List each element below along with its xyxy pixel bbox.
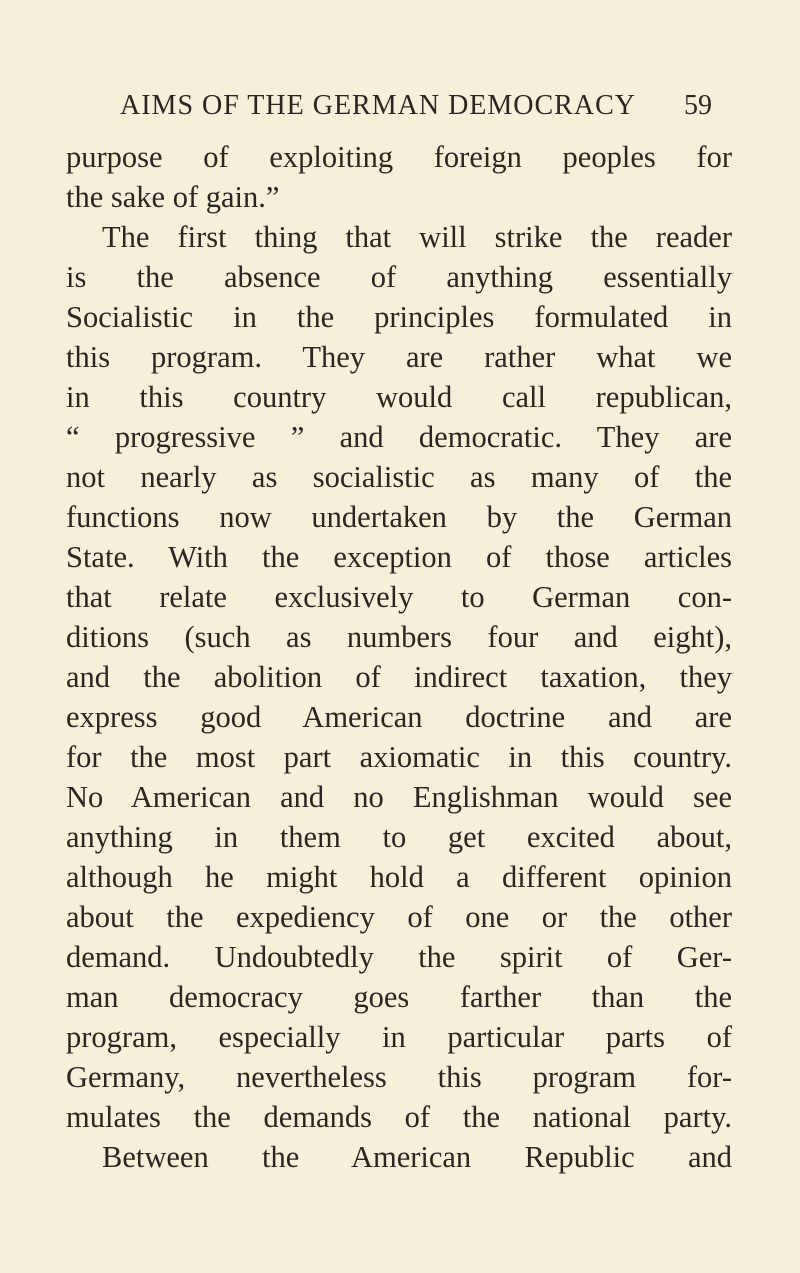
text-line: ditions (such as numbers four and eight),	[66, 620, 732, 654]
text-line: functions now undertaken by the German	[66, 500, 732, 534]
page-number: 59	[684, 90, 712, 121]
text-line: for the most part axiomatic in this country.	[66, 740, 732, 774]
text-line: about the expediency of one or the other	[66, 900, 732, 934]
text-line: and the abolition of indirect taxation, they	[66, 660, 732, 694]
text-line: that relate exclusively to German con-	[66, 580, 732, 614]
text-line: “ progressive ” and democratic. They are	[66, 420, 732, 454]
running-head	[0, 88, 800, 128]
text-line: The first thing that will strike the reader	[102, 220, 732, 254]
text-line: demand. Undoubtedly the spirit of Ger-	[66, 940, 732, 974]
running-title: AIMS OF THE GERMAN DEMOCRACY	[120, 90, 636, 121]
text-line: anything in them to get excited about,	[66, 820, 732, 854]
text-line: the sake of gain.”	[66, 180, 280, 214]
text-line: not nearly as socialistic as many of the	[66, 460, 732, 494]
text-line: Germany, nevertheless this program for-	[66, 1060, 732, 1094]
text-line: this program. They are rather what we	[66, 340, 732, 374]
text-line: is the absence of anything essentially	[66, 260, 732, 294]
text-line: mulates the demands of the national party.	[66, 1100, 732, 1134]
text-line: purpose of exploiting foreign peoples for	[66, 140, 732, 174]
text-line: No American and no Englishman would see	[66, 780, 732, 814]
text-line: Socialistic in the principles formulated in	[66, 300, 732, 334]
text-line: Between the American Republic and	[102, 1140, 732, 1174]
text-line: State. With the exception of those articles	[66, 540, 732, 574]
text-line: express good American doctrine and are	[66, 700, 732, 734]
text-line: program, especially in particular parts of	[66, 1020, 732, 1054]
text-line: although he might hold a different opinion	[66, 860, 732, 894]
body-text	[66, 137, 732, 1177]
text-line: man democracy goes farther than the	[66, 980, 732, 1014]
text-line: in this country would call republican,	[66, 380, 732, 414]
